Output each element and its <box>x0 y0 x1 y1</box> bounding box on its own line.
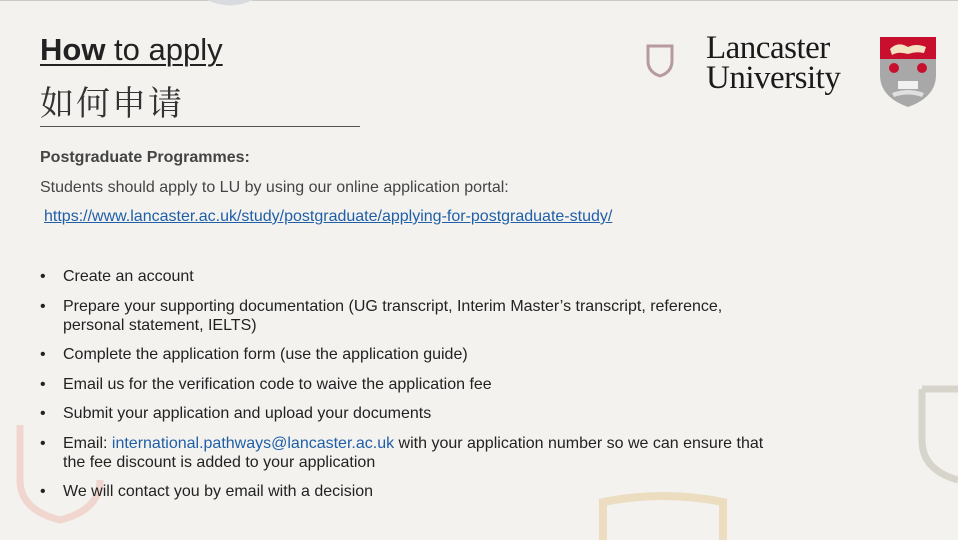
bullet-icon: • <box>40 297 46 315</box>
university-crest-icon <box>878 35 938 109</box>
bullet-icon: • <box>40 483 46 500</box>
page-title <box>40 32 223 68</box>
bullet-icon: • <box>40 405 46 422</box>
application-portal-link[interactable]: https://www.lancaster.ac.uk/study/postgraduate/applying-for-postgraduate-study/ <box>44 208 613 225</box>
bullet-icon: • <box>40 375 46 393</box>
list-item <box>40 482 780 501</box>
title-rest: to apply <box>105 32 223 67</box>
list-item <box>40 345 780 364</box>
list-item <box>40 434 780 472</box>
list-item <box>40 297 780 335</box>
intro-text: Students should apply to LU by using our online application portal: <box>40 179 509 196</box>
title-divider <box>40 126 360 127</box>
list-item <box>40 404 780 423</box>
section-heading: Postgraduate Programmes: <box>40 149 250 166</box>
application-steps-list <box>40 267 780 512</box>
small-shield-icon <box>645 43 675 79</box>
step-text: Complete the application form (use the application guide) <box>63 346 468 363</box>
logo-line-2: University <box>706 60 841 96</box>
title-bold: How <box>40 32 106 67</box>
top-border <box>0 0 958 1</box>
contact-email-link[interactable]: international.pathways@lancaster.ac.uk <box>111 434 395 452</box>
step-text: Prepare your supporting documentation (UG transcript, Interim Master’s transcript, reference, personal statement, IELTS) <box>63 297 723 334</box>
email-suffix: with your application number so we can ensure that the fee discount is added to your application <box>63 434 764 471</box>
list-item <box>40 375 780 394</box>
university-logo-text <box>706 30 841 96</box>
step-text: Email us for the verification code to waive the application fee <box>63 375 492 393</box>
decorative-shield-right <box>918 385 958 485</box>
step-text: Submit your application and upload your documents <box>63 405 432 422</box>
step-text: We will contact you by email with a decision <box>63 483 374 500</box>
page-subtitle-chinese: 如何申请 <box>40 84 184 124</box>
bullet-icon: • <box>40 346 46 363</box>
logo-line-1: Lancaster <box>706 30 830 66</box>
bullet-icon: • <box>40 268 46 285</box>
bullet-icon: • <box>40 434 46 452</box>
email-prefix: Email: <box>63 434 112 452</box>
step-text: Create an account <box>63 268 194 285</box>
list-item <box>40 267 780 286</box>
